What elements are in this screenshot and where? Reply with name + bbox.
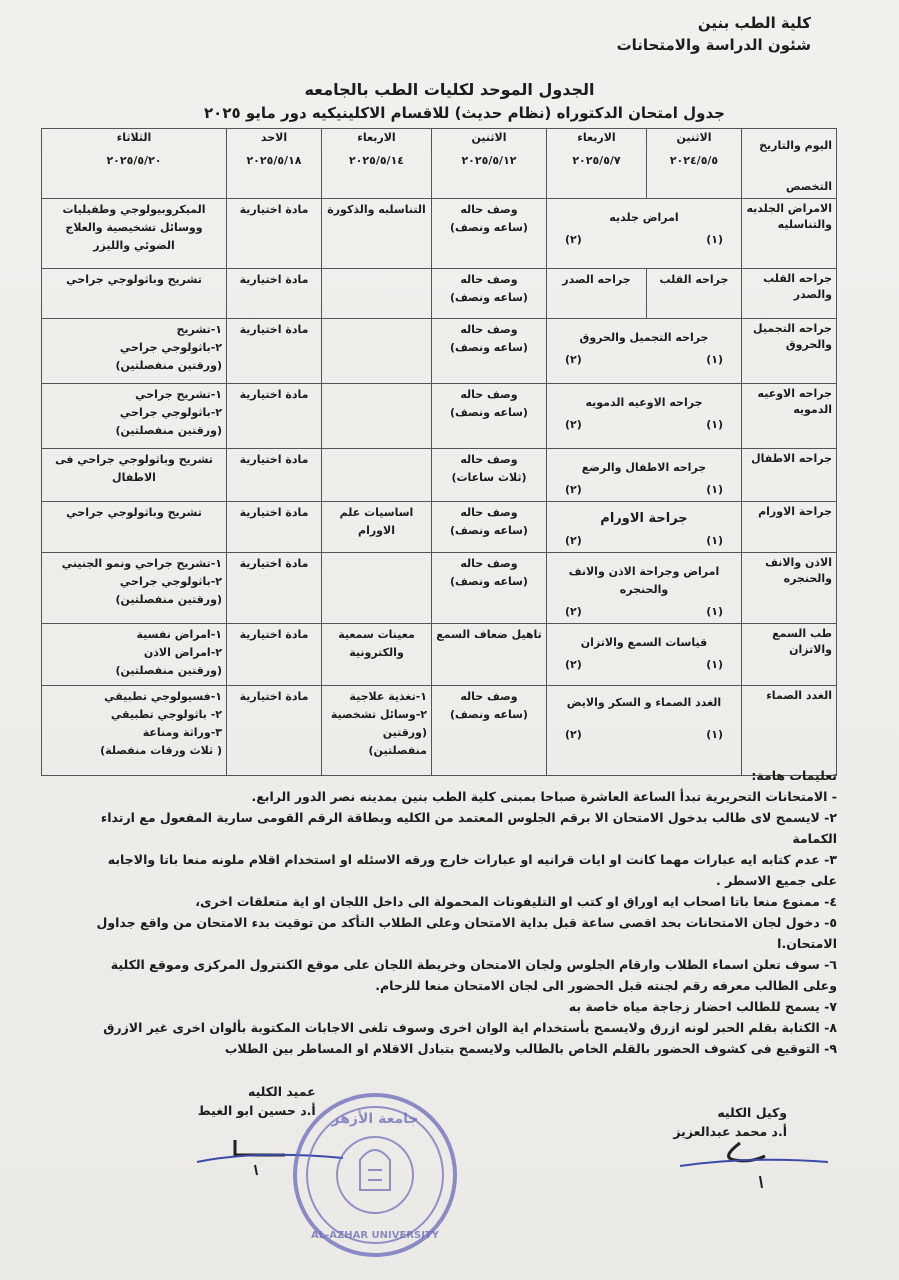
exam-cell: مادة اختيارية xyxy=(227,384,322,449)
table-row xyxy=(42,319,837,384)
specialty-cell: طب السمع والاتزان xyxy=(742,624,837,686)
instruction-item: ٥- دخول لجان الامتحانات بحد اقصى ساعة قبل بداية الامتحان وعلى الطلاب التأكد من توقيت بدء الامتحان من واقع جداول الامتحان.ا xyxy=(96,915,837,951)
exam-cell: وصف حاله (ساعه ونصف) xyxy=(432,199,547,269)
exam-cell: الميكروبيولوجي وطفيليات ووسائل تشخيصية والعلاج الضوئي والليزر xyxy=(42,199,227,269)
exam-cell: التناسليه والذكورة xyxy=(322,199,432,269)
exam-cell: ١-تشريح جراحي ونمو الجنيني ٢-باثولوجي جراحي (ورقتين منفصلتين) xyxy=(42,553,227,624)
exam-cell: ١-فسيولوجي تطبيقي ٢- باثولوجي تطبيقي ٣-وراثة ومناعة ( ثلاث ورقات منفصلة) xyxy=(42,686,227,776)
exam-cell: وصف حاله (ساعه ونصف) xyxy=(432,553,547,624)
instruction-item: ٦- سوف تعلن اسماء الطلاب وارقام الجلوس ولجان الامتحان وخريطة اللجان على موقع الكنترول المركزى وموقع الكلية وعلى الطالب معرفه رقم لجنته قبل الحضور الى لجان الامتحان منعا للزحام. xyxy=(110,957,837,993)
vice-dean-title: وكيل الكليه xyxy=(717,1105,787,1120)
exam-cell: ١-تغذية علاجية ٢-وسائل تشخصية (ورقتين منفصلتين) xyxy=(322,686,432,776)
table-row xyxy=(42,553,837,624)
sub-title: جدول امتحان الدكتوراه (نظام حديث) للاقسام الاكلينيكيه دور مايو ٢٠٢٥ xyxy=(204,104,725,122)
exam-cell: وصف حاله (ساعه ونصف) xyxy=(432,502,547,553)
table-header-row xyxy=(42,129,837,199)
exam-schedule-table xyxy=(41,128,837,776)
instruction-item: ٣- عدم كتابه ايه عبارات مهما كانت او ايات قرانيه او عبارات خارج ورقه الاسئله او استخدام اقلام ملونه منعا باتا والاجابه على جميع الاسطر . xyxy=(107,852,837,888)
exam-cell: مادة اختيارية xyxy=(227,449,322,502)
exam-cell: قياسات السمع والاتزان (١) (٢) xyxy=(547,624,742,686)
specialty-cell: جراحة الاورام xyxy=(742,502,837,553)
exam-cell: تاهيل ضعاف السمع xyxy=(432,624,547,686)
exam-cell: وصف حاله (ساعه ونصف) xyxy=(432,686,547,776)
table-row xyxy=(42,502,837,553)
day-header-4: الاربعاء ٢٠٢٥/٥/١٤ xyxy=(322,129,432,199)
table-row xyxy=(42,199,837,269)
header-corner-cell xyxy=(742,129,837,199)
exam-cell: مادة اختيارية xyxy=(227,199,322,269)
day-date-label: اليوم والتاريخ xyxy=(759,139,832,152)
exam-cell: مادة اختيارية xyxy=(227,269,322,319)
exam-cell: امراض وجراحة الاذن والانف والحنجره (١) (٢) xyxy=(547,553,742,624)
day-header-2: الاربعاء ٢٠٢٥/٥/٧ xyxy=(547,129,647,199)
vice-dean-name: أ.د محمد عبدالعزيز xyxy=(673,1124,787,1139)
exam-cell: جراحه القلب xyxy=(647,269,742,319)
exam-cell: مادة اختيارية xyxy=(227,686,322,776)
seal-text-english: AL-AZHAR UNIVERSITY xyxy=(310,1230,440,1241)
table-row xyxy=(42,449,837,502)
table-row xyxy=(42,686,837,776)
exam-cell: معينات سمعية والكترونية xyxy=(322,624,432,686)
dean-title: عميد الكليه xyxy=(248,1084,316,1099)
specialty-cell: جراحه الاطفال xyxy=(742,449,837,502)
specialty-cell: الاذن والانف والحنجره xyxy=(742,553,837,624)
table-row xyxy=(42,269,837,319)
vice-dean-signature-scribble-icon xyxy=(680,1138,830,1193)
exam-cell: وصف حاله (ساعه ونصف) xyxy=(432,384,547,449)
exam-cell: مادة اختيارية xyxy=(227,553,322,624)
exam-cell: مادة اختيارية xyxy=(227,319,322,384)
specialty-cell: جراحه الاوعيه الدمويه xyxy=(742,384,837,449)
table-row xyxy=(42,624,837,686)
exam-cell: ١-تشريح جراحي ٢-باثولوجي جراحي (ورقتين منفصلتين) xyxy=(42,384,227,449)
table-row xyxy=(42,384,837,449)
exam-cell: مادة اختيارية xyxy=(227,502,322,553)
instructions-heading: تعليمات هامة: xyxy=(751,768,837,783)
exam-cell xyxy=(322,269,432,319)
exam-cell: ١-امراض نفسية ٢-امراض الاذن (ورقتين منفصلتين) xyxy=(42,624,227,686)
exam-cell xyxy=(322,319,432,384)
exam-cell: مادة اختيارية xyxy=(227,624,322,686)
specialty-cell: جراحه التجميل والحروق xyxy=(742,319,837,384)
exam-cell: اساسيات علم الاورام xyxy=(322,502,432,553)
department-name: شئون الدراسة والامتحانات xyxy=(616,36,811,54)
university-seal-stamp-icon xyxy=(290,1090,460,1260)
specialty-label: التخصص xyxy=(785,180,832,193)
specialty-cell: الغدد الصماء xyxy=(742,686,837,776)
exam-cell: جراحه الاوعيه الدمويه (١) (٢) xyxy=(547,384,742,449)
exam-cell: ١-تشريح ٢-باثولوجي جراحي (ورقتين منفصلتين) xyxy=(42,319,227,384)
exam-cell: امراض جلديه (١) (٢) xyxy=(547,199,742,269)
exam-cell: جراحة الاورام (١) (٢) xyxy=(547,502,742,553)
day-header-1: الاثنين ٢٠٢٤/٥/٥ xyxy=(647,129,742,199)
instruction-item: ٨- الكتابة بقلم الحبر لونه ازرق ولايسمح بأستخدام اية الوان اخرى وسوف تلغى الاجابات المكتوبة بألوان اخرى غير الازرق xyxy=(103,1020,837,1035)
specialty-cell: جراحه القلب والصدر xyxy=(742,269,837,319)
main-title: الجدول الموحد لكليات الطب بالجامعه xyxy=(304,80,595,99)
day-header-5: الاحد ٢٠٢٥/٥/١٨ xyxy=(227,129,322,199)
day-header-6: الثلاثاء ٢٠٢٥/٥/٢٠ xyxy=(42,129,227,199)
instruction-item: ٤- ممنوع منعا باتا اصحاب ايه اوراق او كتب او التليفونات المحمولة الى داخل اللجان او اية متعلقات اخرى، xyxy=(195,894,837,909)
seal-text-arabic: جامعة الأزهر xyxy=(331,1111,419,1127)
exam-cell: وصف حاله (ساعه ونصف) xyxy=(432,269,547,319)
exam-cell: الغدد الصماء و السكر والايض (١) (٢) xyxy=(547,686,742,776)
exam-cell xyxy=(322,384,432,449)
exam-cell: وصف حاله (ساعه ونصف) xyxy=(432,319,547,384)
exam-cell: جراحه الاطفال والرضع (١) (٢) xyxy=(547,449,742,502)
exam-cell: تشريح وباثولوجي جراحي xyxy=(42,269,227,319)
instruction-item: - الامتحانات التحريرية تبدأ الساعة العاشرة صباحا بمبنى كلية الطب بنين بمدينه نصر الدور الرابع. xyxy=(251,789,837,804)
exam-cell: تشريح وباثولوجي جراحي فى الاطفال xyxy=(42,449,227,502)
exam-cell xyxy=(322,449,432,502)
exam-cell xyxy=(322,553,432,624)
faculty-name: كلية الطب بنين xyxy=(697,14,811,32)
exam-cell: وصف حاله (ثلاث ساعات) xyxy=(432,449,547,502)
day-header-3: الاثنين ٢٠٢٥/٥/١٢ xyxy=(432,129,547,199)
instruction-item: ٢- لايسمح لاى طالب بدخول الامتحان الا برقم الجلوس المعتمد من الكليه وبطاقة الرقم القومى سارية المفعول مع ارتداء الكمامة xyxy=(100,810,837,846)
exam-cell: جراحه التجميل والحروق (١) (٢) xyxy=(547,319,742,384)
specialty-cell: الامراض الجلديه والتناسليه xyxy=(742,199,837,269)
exam-cell: جراحه الصدر xyxy=(547,269,647,319)
vice-dean-signature-block xyxy=(673,1103,787,1141)
exam-cell: تشريح وباثولوجي جراحي xyxy=(42,502,227,553)
instruction-item: ٧- يسمح للطالب احضار زجاجة مياه خاصة به xyxy=(568,999,837,1014)
dean-name: أ.د حسين ابو الغيط xyxy=(197,1103,316,1118)
instruction-item: ٩- التوقيع فى كشوف الحضور بالقلم الخاص بالطالب ولايسمح بتبادل الاقلام او المساطر بين الطلاب xyxy=(224,1041,837,1056)
faculty-header xyxy=(617,12,811,56)
instructions-block xyxy=(92,765,837,1059)
